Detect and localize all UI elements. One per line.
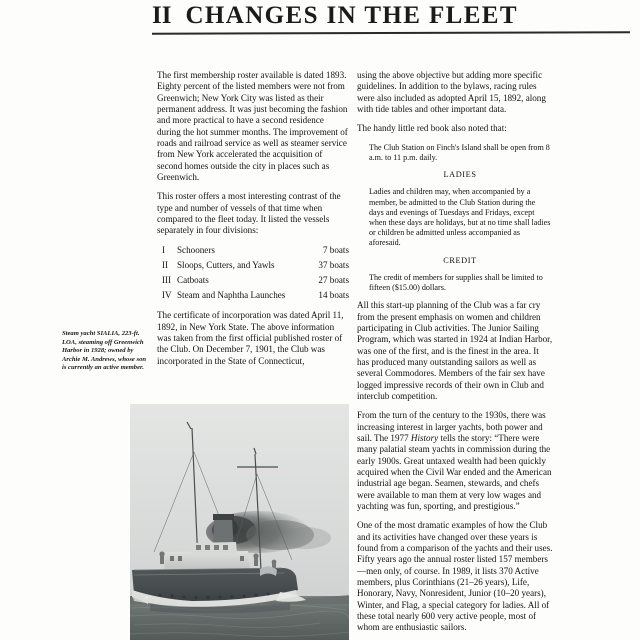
history-quote-body: tells the story: “There were many palatial steam yachts in commission during the early 1900s. Great untaxed wealth had been quickly acquired when the Civil War ended and the American industrial age began. Seamen, stewards, and chefs were available to man them at very low wages and yachting was fun, sporting, and prestigious.” [357,432,552,511]
heading-divider [152,31,630,35]
club-station-rule: The Club Station on Finch's Island shall be open from 8 a.m. to 11 p.m. daily. [369,142,550,162]
list-item [157,275,349,287]
division-count: 37 boats [318,259,349,270]
credit-heading: CREDIT [443,255,477,265]
division-count: 14 boats [318,289,349,300]
right-paragraph-5: One of the most dramatic examples of how the Club and its activities have changed over these years is found from a comparison of the yachts and their uses. Fifty years ago the annual roster listed 157 members—men only, of course. In 1989, it lists 370 Active members, plus Corinthians (21–26 years), Life, Honorary, Navy, Nonresident, Junior (10–20 years), Winter, and Flag, a special category for ladies. All of these total nearly 600 very active people, most of whom are enthusiastic sailors. [357,520,553,633]
history-quote-lead: From the turn of the century to the 1930s, there was increasing interest in larger yachts, both power and sail. The 1977 [357,410,546,443]
left-paragraph-1: The first membership roster available is dated 1893. Eighty percent of the listed members were not from Greenwich; New York City was listed as their permanent address. It was just becoming the fashion and more practical to have a second residence during the hot summer months. The improvement of roads and railroad service as well as steamer service from New York accelerated the acquisition of second homes outside the city in places such as Greenwich. [157,70,348,183]
right-paragraph-3: All this start-up planning of the Club was a far cry from the present emphasis on women and children participating in Club activities. The Junior Sailing Program, which was started in 1924 at Indian Harbor, was one of the first, and is the finest in the area. It has produced many outstanding sailors as well as several Commodores. Members of the fair sex have logged impressive records of their own in Club and interclub competition. [357,300,553,401]
division-numeral: III [162,274,172,285]
vessel-divisions-list [157,245,349,302]
left-text-column [157,70,349,375]
left-paragraph-3: The certificate of incorporation was dated April 11, 1892, in New York State. The above information was taken from the first official published roster of the Club. On December 7, 1901, the Club was incorporated in the State of Connecticut, [157,310,344,366]
division-numeral: IV [162,289,172,300]
division-label: Sloops, Cutters, and Yawls [177,259,275,270]
list-item [157,260,349,272]
division-numeral: II [162,259,169,270]
chapter-title-row [152,2,636,30]
ladies-rule-text: Ladies and children may, when accompanied by a member, be admitted to the Club Station during the days and evenings of Tuesdays and Fridays, except when these days are holidays, but at no time shall ladies or children be admitted unless accompanied as aforesaid. [369,187,551,248]
yacht-photo-illustration [130,404,349,640]
left-paragraph-2: This roster offers a most interesting contrast of the type and number of vessels of that time when compared to the fleet today. It listed the vessels separately in four divisions: [157,191,341,236]
photo-caption: Steam yacht SIALIA, 223-ft. LOA, steaming off Greenwich Harbor in 1928; owned by Archie M. Andrews, whose son is currently an active member. [62,330,147,372]
right-paragraph-1: using the above objective but adding more specific guidelines. In addition to the bylaws, racing rules were also included as adopted April 15, 1892, along with tide tables and other important data. [357,70,546,115]
division-label: Catboats [177,274,209,285]
right-paragraph-4 [357,410,553,512]
chapter-number: II [152,2,172,29]
division-label: Steam and Naphtha Launches [177,289,286,300]
division-count: 27 boats [318,274,349,285]
history-book-title: History [410,432,439,443]
division-count: 7 boats [322,244,349,255]
list-item [157,245,349,257]
list-item [157,290,349,302]
division-label: Schooners [177,244,215,255]
ladies-heading: LADIES [443,170,477,180]
chapter-heading [152,2,636,34]
division-numeral: I [162,244,166,255]
right-paragraph-2: The handy little red book also noted that: [357,123,507,134]
right-text-column [357,70,553,642]
credit-rule-text: The credit of members for supplies shall be limited to fifteen ($15.00) dollars. [369,272,543,292]
page-title: CHANGES IN THE FLEET [185,2,518,29]
steam-yacht-photo [130,404,349,640]
bylaws-quote-block [357,143,553,293]
